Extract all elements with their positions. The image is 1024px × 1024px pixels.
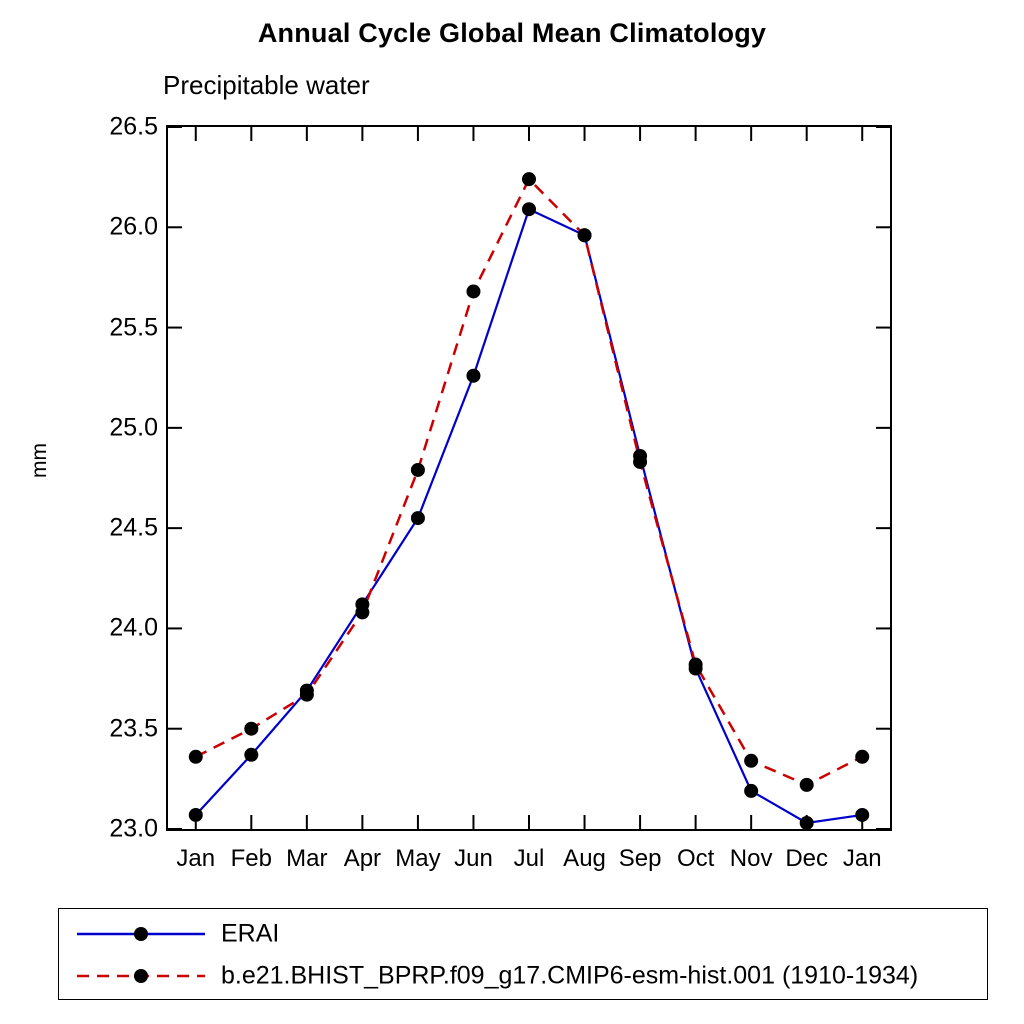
plot-area: [166, 125, 892, 831]
data-point-marker: [633, 455, 647, 469]
y-tick-label: 25.0: [109, 413, 158, 442]
y-tick-label: 24.5: [109, 513, 158, 542]
data-point-marker: [189, 808, 203, 822]
data-point-marker: [522, 172, 536, 186]
x-tick-label: Mar: [286, 845, 328, 872]
data-point-marker: [189, 750, 203, 764]
data-point-marker: [744, 754, 758, 768]
legend-label: b.e21.BHIST_BPRP.f09_g17.CMIP6-esm-hist.001 (1910-1934): [221, 961, 919, 990]
chart-legend: [58, 908, 988, 1000]
data-point-marker: [411, 511, 425, 525]
y-axis-tick-labels: [10, 112, 158, 843]
x-tick-label: Nov: [729, 845, 773, 872]
x-tick-label: Dec: [785, 845, 829, 872]
y-tick-label: 23.5: [109, 714, 158, 743]
x-tick-label: Jan: [842, 845, 882, 872]
x-axis-tick-labels: [166, 845, 892, 879]
data-point-marker: [800, 778, 814, 792]
legend-entry: [59, 913, 987, 955]
x-tick-label: Oct: [676, 845, 715, 872]
legend-swatch: [73, 913, 209, 955]
x-tick-label: May: [395, 845, 441, 872]
legend-label: ERAI: [221, 919, 280, 948]
series-line-0: [196, 209, 862, 823]
data-point-marker: [300, 688, 314, 702]
x-tick-label: Sep: [618, 845, 662, 872]
data-point-marker: [466, 284, 480, 298]
data-point-marker: [744, 784, 758, 798]
data-point-marker: [855, 750, 869, 764]
plot-svg: [168, 127, 890, 829]
y-axis-label: mm: [28, 443, 51, 478]
y-tick-label: 23.0: [109, 814, 158, 843]
y-tick-label: 24.0: [109, 613, 158, 642]
data-point-marker: [355, 605, 369, 619]
legend-entry: [59, 955, 987, 997]
y-tick-label: 25.5: [109, 313, 158, 342]
x-tick-label: Apr: [343, 845, 382, 872]
data-point-marker: [522, 202, 536, 216]
x-tick-label: Jul: [513, 845, 545, 872]
x-tick-label: Jan: [176, 845, 216, 872]
data-point-marker: [244, 722, 258, 736]
x-tick-label: Jun: [454, 845, 493, 872]
y-tick-label: 26.0: [109, 212, 158, 241]
chart-subtitle: Precipitable water: [163, 70, 370, 100]
series-line-1: [196, 179, 862, 785]
chart-title: Annual Cycle Global Mean Climatology: [257, 18, 767, 48]
x-tick-label: Feb: [230, 845, 272, 872]
data-point-marker: [466, 369, 480, 383]
legend-swatch: [73, 955, 209, 997]
data-point-marker: [855, 808, 869, 822]
x-tick-label: Aug: [563, 845, 606, 872]
y-tick-label: 26.5: [109, 112, 158, 141]
data-point-marker: [411, 463, 425, 477]
data-point-marker: [244, 748, 258, 762]
data-point-marker: [800, 816, 814, 829]
data-point-marker: [689, 658, 703, 672]
data-point-marker: [578, 228, 592, 242]
